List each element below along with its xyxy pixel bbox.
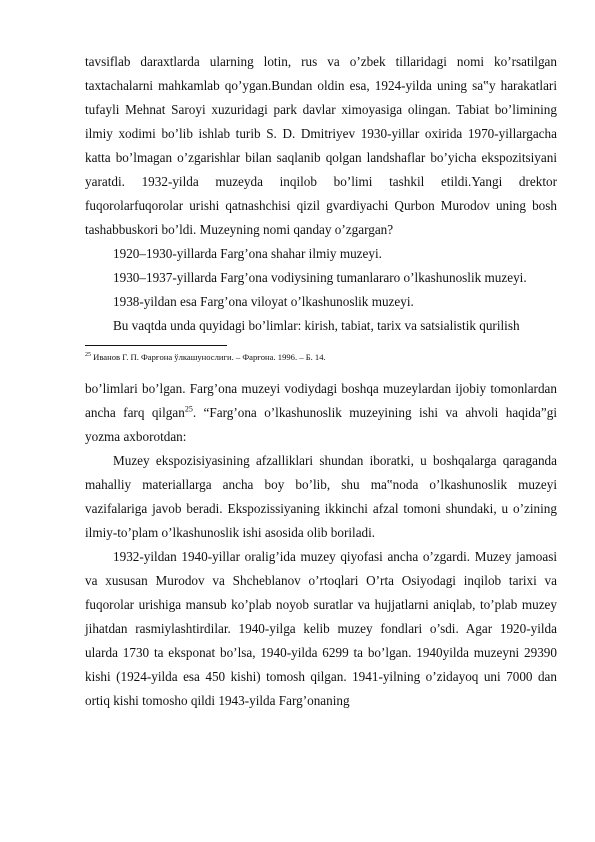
name-history-line-3: 1938-yildan esa Farg’ona viloyat o’lkashunoslik muzeyi. (113, 294, 414, 309)
name-history-line-2: 1930–1937-yillarda Farg’ona vodiysining tumanlararo o’lkashunoslik muzeyi. (113, 270, 527, 285)
paragraph-exposition-advantages: Muzey ekspozisiyasining afzalliklari shundan iboratki, u boshqalarga qaraganda mahalliy materiallarga ancha boy bo’lib, shu ma‟noda o’lkashunoslik muzeyi vazifalariga javob beradi. Ekspozissiyaning ikkinchi afzal tomoni shundaki, u o’zining ilmiy-to’plam o’lkashunoslik ishi asosida olib boriladi. (85, 453, 557, 540)
footnote (85, 351, 557, 363)
footnote-text: Иванов Г. П. Фарғона ўлкашунослиги. – Фарғона. 1996. – Б. 14. (91, 352, 326, 362)
footnote-reference: 25 (184, 404, 193, 414)
paragraph-comparison-start: bo’limlari bo’lgan. Farg’ona muzeyi vodiydagi boshqa muzeylardan ijobiy tomonlardan ancha farq qilgan (85, 381, 557, 420)
footnote-number: 25 (85, 352, 91, 359)
footnote-divider (85, 345, 227, 346)
paragraph-museum-comparison (85, 377, 557, 449)
paragraph-comparison-end: . “Farg’ona o’lkashunoslik muzeyining ishi va ahvoli haqida”gi yozma axborotdan: (85, 405, 557, 444)
document-page (85, 50, 557, 713)
departments-line: Bu vaqtda unda quyidagi bo’limlar: kirish, tabiat, tarix va satsialistik qurilish (113, 318, 520, 333)
paragraph-museum-history: tavsiflab daraxtlarda ularning lotin, rus va o’zbek tillaridagi nomi ko’rsatilgan taxtachalarni mahkamlab qo’ygan.Bundan oldin esa, 1924-yilda uning sa‟y harakatlari tufayli Mehnat Saroyi xuzuridagi park davlar ximoyasiga olingan. Tabiat bo’limining ilmiy xodimi bo’lib ishlab turib S. D. Dmitriyev 1930-yillar oxirida 1970-yillargacha katta bo’lmagan o’zgarishlar bilan saqlanib qolgan landshaflar bo’yicha ekspozitsiyani yaratdi. 1932-yilda muzeyda inqilob bo’limi tashkil etildi.Yangi drektor fuqorolarfuqorolar urishi qatnashchisi qizil gvardiyachi Qurbon Murodov uning bosh tashabbuskori bo’ldi. Muzeyning nomi qanday o’zgargan? (85, 54, 557, 237)
name-history-line-1: 1920–1930-yillarda Farg’ona shahar ilmiy muzeyi. (113, 246, 382, 261)
paragraph-museum-growth: 1932-yildan 1940-yillar oralig’ida muzey qiyofasi ancha o’zgardi. Muzey jamoasi va xususan Murodov va Shcheblanov o’rtoqlari O’rta Osiyodagi inqilob tarixi va fuqorolar urishiga mansub ko’plab noyob suratlar va hujjatlarni aniqlab, to’plab muzey jihatdan rasmiylashtirdilar. 1940-yilga kelib muzey fondlari o’sdi. Agar 1920-yilda ularda 1730 ta eksponat bo’lsa, 1940-yilda 6299 ta bo’lgan. 1940yilda muzeyni 29390 kishi (1924-yilda esa 450 kishi) tomosh qilgan. 1941-yilning o’zidayoq uni 7000 dan ortiq kishi tomosho qildi 1943-yilda Farg’onaning (85, 549, 557, 708)
